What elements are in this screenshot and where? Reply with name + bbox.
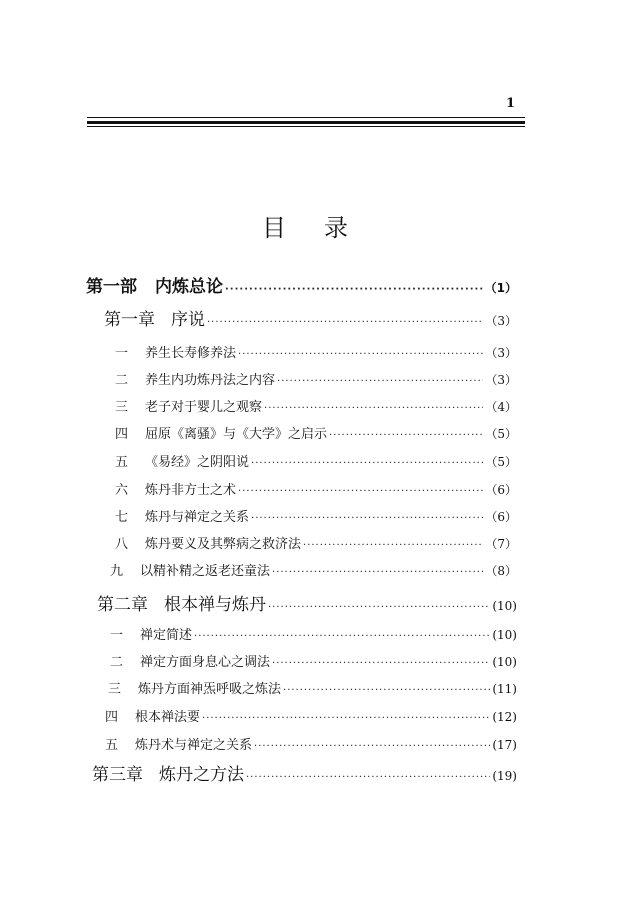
section-number: 七 bbox=[115, 510, 129, 525]
dot-leader bbox=[272, 567, 483, 578]
section-number: 三 bbox=[108, 682, 122, 697]
toc-section-entry[interactable] bbox=[110, 624, 517, 643]
page-ref: （5） bbox=[485, 455, 517, 469]
page-ref: （4） bbox=[485, 400, 517, 414]
dot-leader bbox=[303, 540, 483, 551]
section-title: 炼丹非方士之术 bbox=[145, 483, 237, 498]
page-ref: (11) bbox=[492, 682, 517, 696]
chapter-label: 第三章 bbox=[92, 765, 143, 785]
page-ref: （6） bbox=[485, 510, 517, 524]
toc-section-entry[interactable] bbox=[115, 533, 517, 552]
section-title: 《易经》之阴阳说 bbox=[145, 455, 250, 470]
chapter-label: 第一章 bbox=[104, 310, 155, 330]
page-ref: （3） bbox=[485, 314, 517, 328]
section-number: 二 bbox=[110, 655, 124, 670]
dot-leader bbox=[251, 458, 483, 469]
header-rule-thick bbox=[87, 121, 525, 124]
toc-section-entry[interactable] bbox=[115, 423, 517, 442]
toc-chapter-entry[interactable] bbox=[104, 305, 517, 330]
chapter-label: 第二章 bbox=[97, 595, 148, 615]
section-number: 一 bbox=[115, 346, 129, 361]
dot-leader bbox=[207, 317, 483, 328]
section-number: 五 bbox=[105, 738, 119, 753]
section-title: 屈原《离骚》与《大学》之启示 bbox=[145, 427, 328, 442]
page-ref: （6） bbox=[485, 483, 517, 497]
section-title: 炼丹术与禅定之关系 bbox=[135, 738, 253, 753]
section-number: 二 bbox=[115, 373, 129, 388]
page-ref: (19) bbox=[492, 769, 517, 783]
part-title: 内炼总论 bbox=[155, 277, 223, 297]
section-title: 炼丹要义及其弊病之救济法 bbox=[145, 537, 302, 552]
toc-section-entry[interactable] bbox=[115, 342, 517, 361]
page-ref: （3） bbox=[485, 346, 517, 360]
section-number: 六 bbox=[115, 483, 129, 498]
dot-leader bbox=[225, 284, 483, 295]
section-number: 四 bbox=[105, 710, 119, 725]
section-number: 八 bbox=[115, 537, 129, 552]
section-title: 老子对于婴儿之观察 bbox=[145, 400, 263, 415]
dot-leader bbox=[264, 403, 483, 414]
section-number: 五 bbox=[115, 455, 129, 470]
toc-section-entry[interactable] bbox=[115, 451, 517, 470]
section-number: 三 bbox=[115, 400, 129, 415]
page-ref: (10) bbox=[492, 628, 517, 642]
toc-section-entry[interactable] bbox=[105, 706, 517, 725]
page-ref: (17) bbox=[492, 738, 517, 752]
toc-section-entry[interactable] bbox=[105, 734, 517, 753]
dot-leader bbox=[238, 349, 483, 360]
dot-leader bbox=[329, 430, 483, 441]
header-rule-thin bbox=[87, 117, 525, 118]
section-title: 养生内功炼丹法之内容 bbox=[145, 373, 276, 388]
toc-section-entry[interactable] bbox=[115, 506, 517, 525]
dot-leader bbox=[283, 685, 490, 696]
chapter-title: 炼丹之方法 bbox=[159, 765, 244, 785]
page-ref: (10) bbox=[492, 655, 517, 669]
page-ref: （7） bbox=[485, 537, 517, 551]
section-number: 一 bbox=[110, 628, 124, 643]
dot-leader bbox=[277, 376, 483, 387]
toc-chapter-entry[interactable] bbox=[92, 760, 517, 785]
page-ref: （1） bbox=[484, 281, 517, 295]
section-number: 九 bbox=[110, 564, 124, 579]
toc-section-entry[interactable] bbox=[110, 560, 517, 579]
page-ref: (12) bbox=[492, 710, 517, 724]
toc-section-entry[interactable] bbox=[115, 479, 517, 498]
section-title: 禅定简述 bbox=[140, 628, 193, 643]
dot-leader bbox=[268, 602, 490, 613]
section-title: 养生长寿修养法 bbox=[145, 346, 237, 361]
page-ref: (10) bbox=[492, 599, 517, 613]
toc-section-entry[interactable] bbox=[108, 678, 517, 697]
dot-leader bbox=[272, 658, 490, 669]
toc-chapter-entry[interactable] bbox=[97, 590, 517, 615]
chapter-title: 序说 bbox=[171, 310, 205, 330]
section-number: 四 bbox=[115, 427, 129, 442]
section-title: 炼丹与禅定之关系 bbox=[145, 510, 250, 525]
toc-part-entry[interactable] bbox=[86, 272, 517, 297]
toc-section-entry[interactable] bbox=[110, 651, 517, 670]
toc-title: 目录 bbox=[262, 214, 386, 242]
dot-leader bbox=[246, 772, 490, 783]
page-ref: （8） bbox=[485, 564, 517, 578]
dot-leader bbox=[202, 713, 490, 724]
part-label: 第一部 bbox=[86, 277, 137, 297]
section-title: 禅定方面身息心之调法 bbox=[140, 655, 271, 670]
dot-leader bbox=[251, 513, 483, 524]
dot-leader bbox=[254, 741, 490, 752]
toc-section-entry[interactable] bbox=[115, 396, 517, 415]
page-number: 1 bbox=[506, 96, 516, 111]
page-ref: （5） bbox=[485, 427, 517, 441]
section-title: 炼丹方面神炁呼吸之炼法 bbox=[138, 682, 282, 697]
page-ref: （3） bbox=[485, 373, 517, 387]
dot-leader bbox=[238, 486, 483, 497]
chapter-title: 根本禅与炼丹 bbox=[164, 595, 266, 615]
section-title: 以精补精之返老还童法 bbox=[140, 564, 271, 579]
dot-leader bbox=[194, 631, 490, 642]
header-rule-thin-lower bbox=[87, 126, 525, 127]
section-title: 根本禅法要 bbox=[135, 710, 201, 725]
toc-section-entry[interactable] bbox=[115, 369, 517, 388]
